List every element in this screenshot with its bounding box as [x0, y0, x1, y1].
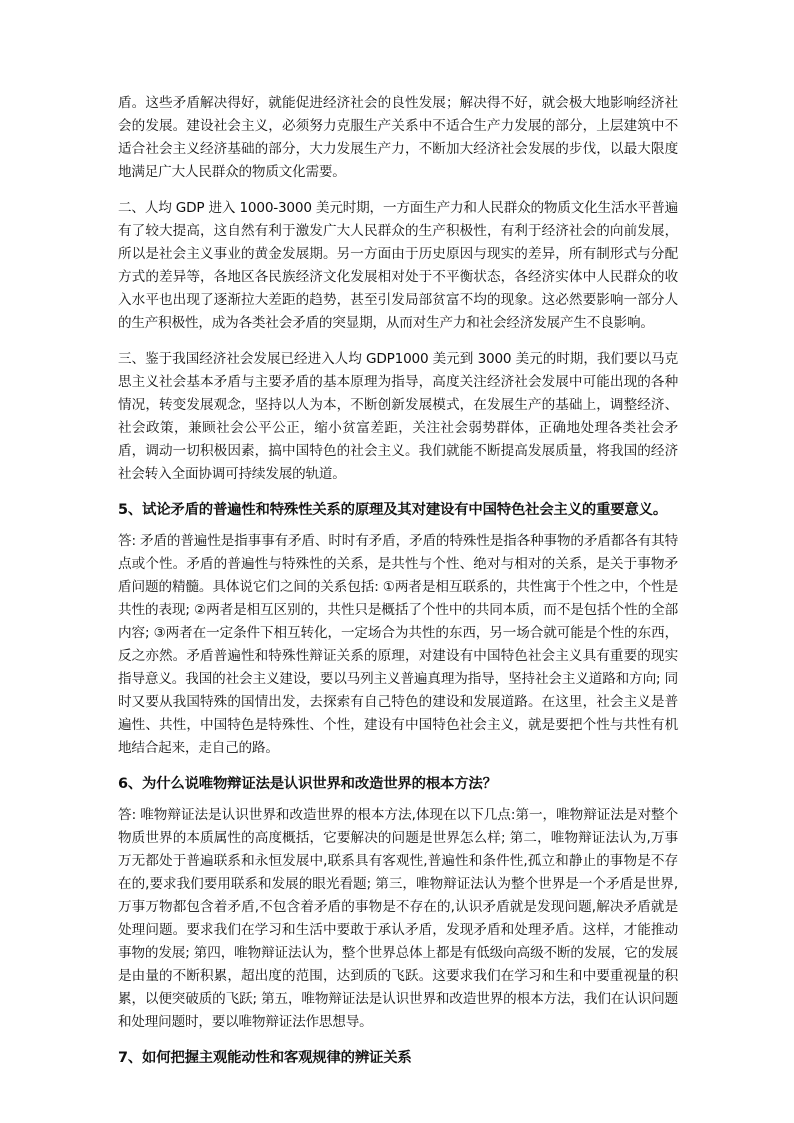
question-7-heading: 7、如何把握主观能动性和客观规律的辨证关系: [118, 1050, 412, 1066]
question-5-heading: 5、试论矛盾的普遍性和特殊性关系的原理及其对建设有中国特色社会主义的重要意义。: [118, 502, 668, 518]
paragraph-point-two: 二、人均 GDP 进入 1000-3000 美元时期，一方面生产力和人民群众的物质文化生活水平普遍有了较大提高，这自然有利于激发广大人民群众的生产积极性，有利于经济社会的向前发展，所以是社会主义事业的黄金发展期。另一方面由于历史原因与现实的差异，所有制形式与分配方式的差异等，各地区各民族经济文化发展相对处于不平衡状态，各经济实体中人民群众的收入水平也出现了逐渐拉大差距的趋势，甚至引发局部贫富不均的现象。这必然要影响一部分人的生产积极性，成为各类社会矛盾的突显期，从而对生产力和社会经济发展产生不良影响。: [118, 200, 678, 331]
answer-5-paragraph: 答: 矛盾的普遍性是指事事有矛盾、时时有矛盾，矛盾的特殊性是指各种事物的矛盾都各有其特点或个性。矛盾的普遍性与特殊性的关系，是共性与个性、绝对与相对的关系，是关于事物矛盾问题的精髓。具体说它们之间的关系包括: ①两者是相互联系的，共性寓于个性之中，个性是共性的表现; ②两者是相互区别的，共性只是概括了个性中的共同本质，而不是包括个性的全部内容; ③两者在一定条件下相互转化，一定场合为共性的东西，另一场合就可能是个性的东西，反之亦然。矛盾普遍性和特殊性辩证关系的原理，对建设有中国特色社会主义具有重要的现实指导意义。我国的社会主义建设，要以马列主义普遍真理为指导，坚持社会主义道路和方向; 同时又要从我国特殊的国情出发，去探索有自己特色的建设和发展道路。在这里，社会主义是普遍性、共性，中国特色是特殊性、个性，建设有中国特色社会主义，就是要把个性与共性有机地结合起来，走自己的路。: [118, 533, 678, 756]
paragraph-contradiction-resolution: 盾。这些矛盾解决得好，就能促进经济社会的良性发展；解决得不好，就会极大地影响经济社会的发展。建设社会主义，必须努力克服生产关系中不适合生产力发展的部分，上层建筑中不适合社会主义经济基础的部分，大力发展生产力，不断加大经济社会发展的步伐，以最大限度地满足广大人民群众的物质文化需要。: [118, 95, 678, 180]
paragraph-point-three: 三、鉴于我国经济社会发展已经进入人均 GDP1000 美元到 3000 美元的时期，我们要以马克思主义社会基本矛盾与主要矛盾的基本原理为指导，高度关注经济社会发展中可能出现的各种情况，转变发展观念，坚持以人为本，不断创新发展模式，在发展生产的基础上，调整经济、社会政策，兼顾社会公平公正，缩小贫富差距，关注社会弱势群体，正确地处理各类社会矛盾，调动一切积极因素，搞中国特色的社会主义。我们就能不断提高发展质量，将我国的经济社会转入全面协调可持续发展的轨道。: [118, 351, 678, 482]
answer-6-paragraph: 答: 唯物辩证法是认识世界和改造世界的根本方法,体现在以下几点:第一，唯物辩证法是对整个物质世界的本质属性的高度概括，它要解决的问题是世界怎么样; 第二，唯物辩证法认为,万事万无都处于普遍联系和永恒发展中,联系具有客观性,普遍性和条件性,孤立和静止的事物是不存在的,要求我们要用联系和发展的眼光看题; 第三，唯物辩证法认为整个世界是一个矛盾是世界,万事万物都包含着矛盾,不包含着矛盾的事物是不存在的,认识矛盾就是发现问题,解决矛盾就是处理问题。要求我们在学习和生活中要敢于承认矛盾，发现矛盾和处理矛盾。这样，才能推动事物的发展; 第四，唯物辩证法认为，整个世界总体上都是有低级向高级不断的发展，它的发展是由量的不断积累，超出度的范围，达到质的飞跃。这要求我们在学习和生和中要重视量的积累，以便突破质的飞跃; 第五，唯物辩证法是认识世界和改造世界的根本方法，我们在认识问题和处理问题时，要以唯物辩证法作思想导。: [118, 807, 678, 1030]
question-6-heading: 6、为什么说唯物辩证法是认识世界和改造世界的根本方法？: [118, 776, 497, 792]
document-body: [118, 92, 678, 1078]
